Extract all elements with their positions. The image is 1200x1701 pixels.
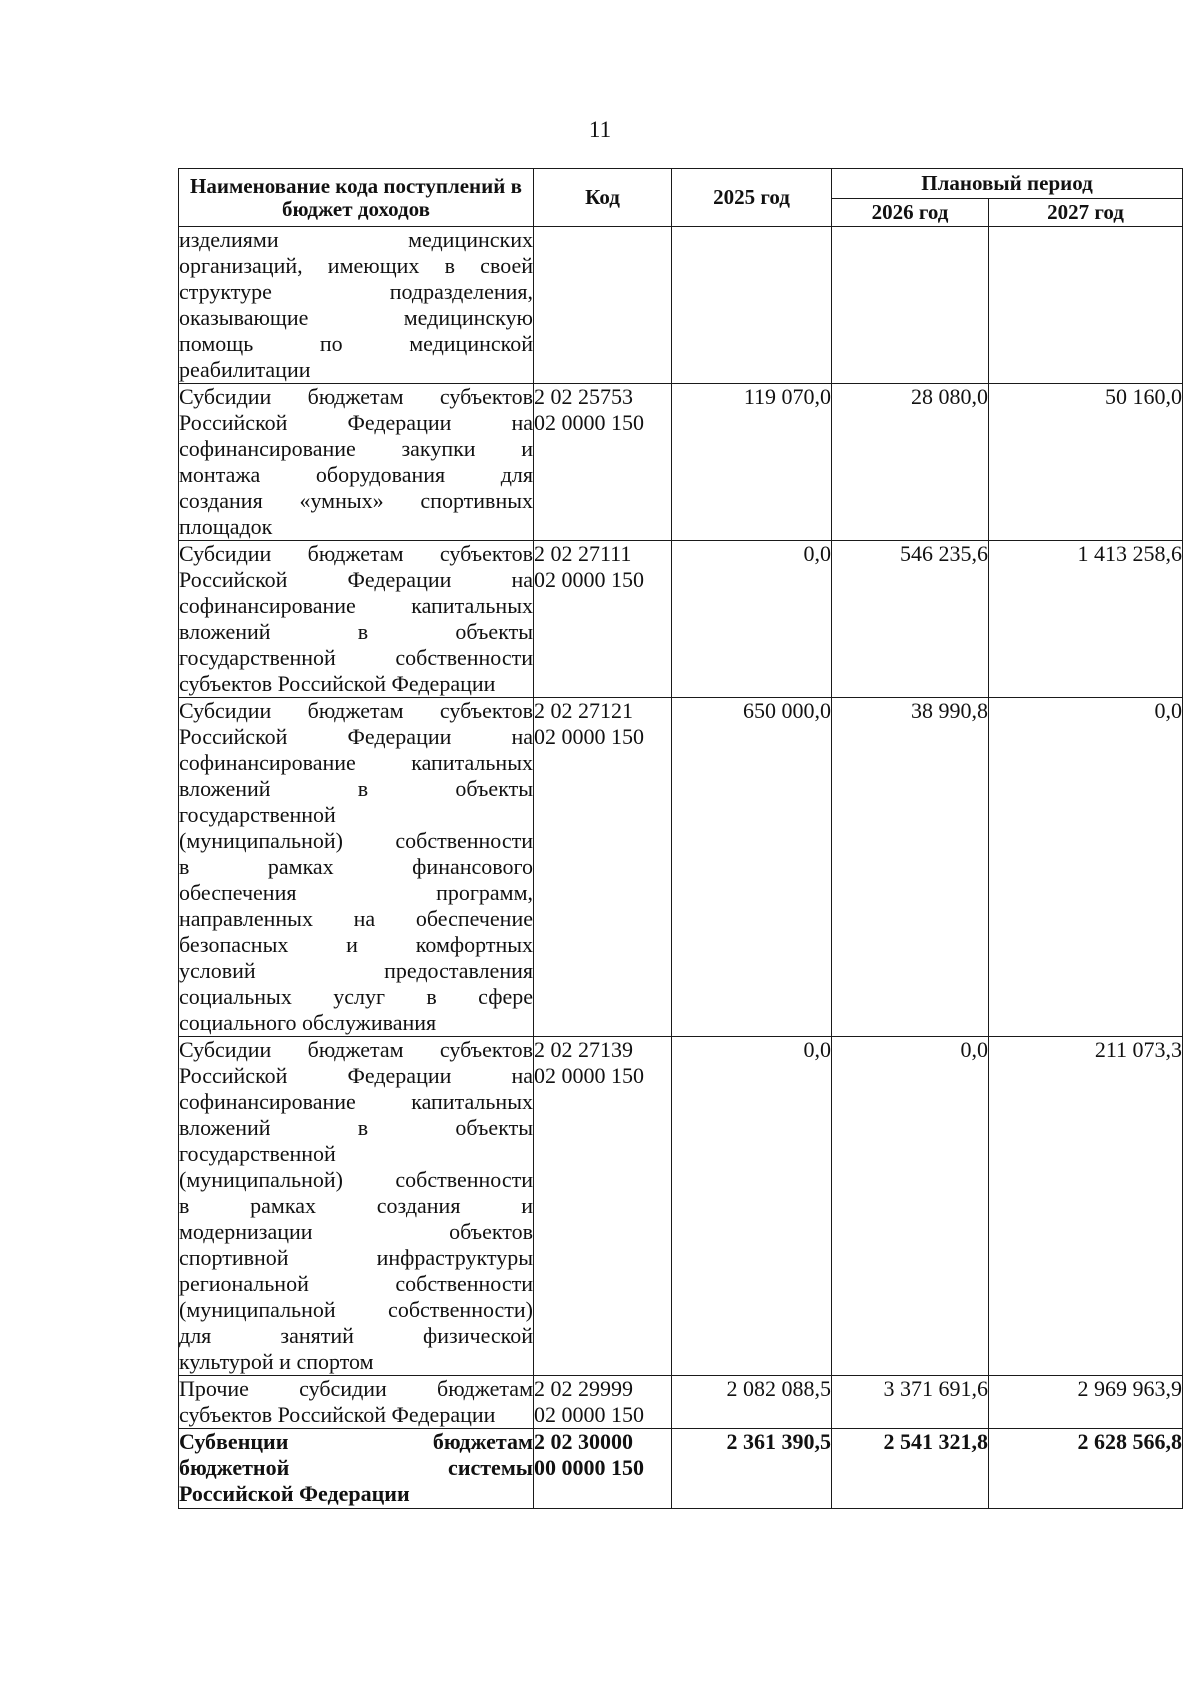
table-row <box>179 1376 1183 1429</box>
row-name-line: государственной <box>179 802 336 827</box>
row-code-line: 02 0000 150 <box>534 567 644 592</box>
row-code-line: 02 0000 150 <box>534 1063 644 1088</box>
row-name-line: государственной собственности <box>179 645 533 670</box>
row-code-line: 02 0000 150 <box>534 724 644 749</box>
row-name-line: Субсидии бюджетам субъектов <box>179 541 533 566</box>
row-name-line: софинансирование капитальных <box>179 593 533 618</box>
header-2026: 2026 год <box>832 199 989 227</box>
table-row <box>179 384 1183 541</box>
row-name-line: (муниципальной) собственности <box>179 1167 533 1192</box>
table-row <box>179 227 1183 384</box>
row-code-line: 00 0000 150 <box>534 1455 644 1480</box>
row-name-line: софинансирование капитальных <box>179 750 533 775</box>
row-value-2025: 0,0 <box>672 1037 832 1376</box>
row-code-line: 2 02 27111 <box>534 541 632 566</box>
table-row <box>179 1037 1183 1376</box>
row-code-cell <box>534 1429 672 1509</box>
row-code-cell <box>534 541 672 698</box>
header-planned-period: Плановый период <box>832 169 1183 199</box>
row-value-2027: 50 160,0 <box>989 384 1183 541</box>
row-name-line: Российской Федерации на <box>179 567 533 592</box>
row-code-line: 2 02 29999 <box>534 1376 633 1401</box>
row-name-line: обеспечения программ, <box>179 880 533 905</box>
row-code-line: 2 02 27139 <box>534 1037 633 1062</box>
row-value-2026 <box>832 227 989 384</box>
row-name-line: Российской Федерации на <box>179 724 533 749</box>
header-code: Код <box>534 169 672 227</box>
row-value-2026: 0,0 <box>832 1037 989 1376</box>
row-name-line: софинансирование закупки и <box>179 436 533 461</box>
row-name-cell <box>179 541 534 698</box>
row-name-line: (муниципальной собственности) <box>179 1297 533 1322</box>
row-code-cell <box>534 227 672 384</box>
header-name: Наименование кода поступлений в бюджет доходов <box>179 169 534 227</box>
row-name-line: Российской Федерации на <box>179 1063 533 1088</box>
row-name-line: Субсидии бюджетам субъектов <box>179 1037 533 1062</box>
row-value-2027: 211 073,3 <box>989 1037 1183 1376</box>
row-code-line: 2 02 27121 <box>534 698 633 723</box>
row-name-line: (муниципальной) собственности <box>179 828 533 853</box>
row-name-line: региональной собственности <box>179 1271 533 1296</box>
row-name-line: изделиями медицинских <box>179 227 533 252</box>
row-name-line: спортивной инфраструктуры <box>179 1245 533 1270</box>
row-name-line: Российской Федерации на <box>179 410 533 435</box>
table-body <box>179 227 1183 1509</box>
table-row <box>179 698 1183 1037</box>
row-value-2027: 1 413 258,6 <box>989 541 1183 698</box>
row-value-2025: 119 070,0 <box>672 384 832 541</box>
row-name-line: бюджетной системы <box>179 1455 533 1480</box>
row-code-cell <box>534 1037 672 1376</box>
row-name-line: культурой и спортом <box>179 1349 374 1374</box>
row-name-line: государственной <box>179 1141 336 1166</box>
row-value-2027 <box>989 227 1183 384</box>
header-2025: 2025 год <box>672 169 832 227</box>
row-value-2026: 38 990,8 <box>832 698 989 1037</box>
row-value-2025 <box>672 227 832 384</box>
row-name-line: модернизации объектов <box>179 1219 533 1244</box>
row-name-line: помощь по медицинской <box>179 331 533 356</box>
row-name-line: Прочие субсидии бюджетам <box>179 1376 533 1401</box>
row-name-line: безопасных и комфортных <box>179 932 533 957</box>
row-name-line: вложений в объекты <box>179 1115 533 1140</box>
row-name-line: направленных на обеспечение <box>179 906 533 931</box>
row-name-line: в рамках создания и <box>179 1193 533 1218</box>
row-name-line: Субвенции бюджетам <box>179 1429 533 1454</box>
row-name-line: монтажа оборудования для <box>179 462 533 487</box>
row-code-line: 2 02 30000 <box>534 1429 633 1454</box>
row-name-cell <box>179 1037 534 1376</box>
row-name-line: субъектов Российской Федерации <box>179 1402 496 1427</box>
row-value-2026: 2 541 321,8 <box>832 1429 989 1509</box>
row-name-line: социальных услуг в сфере <box>179 984 533 1009</box>
row-name-line: создания «умных» спортивных <box>179 488 533 513</box>
row-code-cell <box>534 698 672 1037</box>
row-name-line: вложений в объекты <box>179 776 533 801</box>
row-name-line: вложений в объекты <box>179 619 533 644</box>
row-code-line: 02 0000 150 <box>534 410 644 435</box>
row-value-2026: 3 371 691,6 <box>832 1376 989 1429</box>
header-2027: 2027 год <box>989 199 1183 227</box>
row-name-line: субъектов Российской Федерации <box>179 671 496 696</box>
row-value-2027: 2 628 566,8 <box>989 1429 1183 1509</box>
row-value-2025: 2 361 390,5 <box>672 1429 832 1509</box>
row-code-cell <box>534 384 672 541</box>
row-name-line: социального обслуживания <box>179 1010 437 1035</box>
row-value-2027: 2 969 963,9 <box>989 1376 1183 1429</box>
row-code-line: 2 02 25753 <box>534 384 633 409</box>
budget-revenue-table <box>178 168 1183 1509</box>
row-name-cell <box>179 384 534 541</box>
row-value-2025: 2 082 088,5 <box>672 1376 832 1429</box>
row-name-line: Субсидии бюджетам субъектов <box>179 698 533 723</box>
row-name-line: оказывающие медицинскую <box>179 305 533 330</box>
row-name-line: для занятий физической <box>179 1323 533 1348</box>
row-name-line: Субсидии бюджетам субъектов <box>179 384 533 409</box>
row-name-cell <box>179 1376 534 1429</box>
row-name-line: софинансирование капитальных <box>179 1089 533 1114</box>
row-name-cell <box>179 698 534 1037</box>
table-row <box>179 1429 1183 1509</box>
row-value-2026: 546 235,6 <box>832 541 989 698</box>
table-row <box>179 541 1183 698</box>
row-name-cell <box>179 1429 534 1509</box>
row-name-line: площадок <box>179 514 273 539</box>
row-code-line: 02 0000 150 <box>534 1402 644 1427</box>
row-name-line: структуре подразделения, <box>179 279 533 304</box>
row-name-line: реабилитации <box>179 357 311 382</box>
row-name-line: условий предоставления <box>179 958 533 983</box>
row-name-line: организаций, имеющих в своей <box>179 253 533 278</box>
row-value-2025: 650 000,0 <box>672 698 832 1037</box>
page-number: 11 <box>588 117 612 142</box>
row-name-cell <box>179 227 534 384</box>
row-name-line: Российской Федерации <box>179 1481 410 1506</box>
row-value-2027: 0,0 <box>989 698 1183 1037</box>
row-value-2025: 0,0 <box>672 541 832 698</box>
row-code-cell <box>534 1376 672 1429</box>
row-value-2026: 28 080,0 <box>832 384 989 541</box>
row-name-line: в рамках финансового <box>179 854 533 879</box>
